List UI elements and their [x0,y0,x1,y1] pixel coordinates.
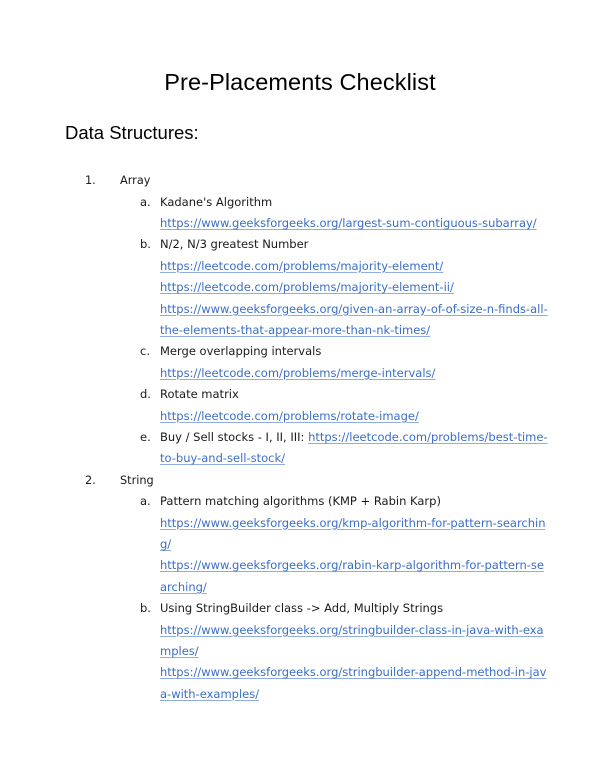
subitem-marker: e. [140,429,151,444]
subitem-text: Kadane's Algorithm [160,194,273,209]
resource-link[interactable]: https://leetcode.com/problems/majority-element/ [160,258,444,273]
resource-link[interactable]: https://www.geeksforgeeks.org/largest-sum-contiguous-subarray/ [160,215,537,230]
subitem-body [160,491,550,598]
subitem-body [160,427,550,470]
topic-label: Array [120,174,151,188]
resource-link[interactable]: https://www.geeksforgeeks.org/rabin-karp-algorithm-for-pattern-searching/ [160,558,544,594]
topic-label: String [120,473,154,487]
subitem-body [160,341,550,384]
subitem-text: Using StringBuilder class -> Add, Multiply Strings [160,601,444,616]
subitem-text: Buy / Sell stocks - I, II, III: [160,429,309,444]
subitem-marker: b. [140,237,151,252]
subitem-marker: c. [140,344,150,359]
section-heading-data-structures: Data Structures: [65,121,199,143]
outline-subitem [140,491,600,598]
subitem-body [160,384,550,427]
resource-link[interactable]: https://leetcode.com/problems/majority-element-ii/ [160,280,454,295]
subitem-body [160,598,550,705]
resource-link[interactable]: https://leetcode.com/problems/rotate-image/ [160,408,419,423]
subitem-marker: a. [140,194,151,209]
subitem-marker: d. [140,387,151,402]
outline-subitem [140,427,600,470]
outline-subitem [140,234,600,341]
outline-topic [0,470,600,705]
topic-marker: 2. [85,473,96,487]
outline-subitem [140,598,600,705]
subitem-text: N/2, N/3 greatest Number [160,237,309,252]
resource-link[interactable]: https://www.geeksforgeeks.org/stringbuilder-append-method-in-java-with-examples/ [160,665,547,701]
subitem-text: Merge overlapping intervals [160,344,322,359]
topic-marker: 1. [85,174,96,188]
subitem-text: Pattern matching algorithms (KMP + Rabin Karp) [160,494,441,509]
subitem-marker: a. [140,494,151,509]
resource-link[interactable]: https://leetcode.com/problems/best-time-to-buy-and-sell-stock/ [160,429,548,466]
outline-subitems [120,192,600,470]
resource-link[interactable]: https://www.geeksforgeeks.org/kmp-algorithm-for-pattern-searching/ [160,515,546,552]
resource-link[interactable]: https://leetcode.com/problems/merge-intervals/ [160,365,436,380]
subitem-body [160,234,550,341]
outline-subitem [140,384,600,427]
subitem-text: Rotate matrix [160,387,239,402]
subitem-marker: b. [140,601,151,616]
resource-link[interactable]: https://www.geeksforgeeks.org/given-an-array-of-of-size-n-finds-all-the-elements-that-appear-more-than-nk-times/ [160,301,548,337]
resource-link[interactable]: https://www.geeksforgeeks.org/stringbuilder-class-in-java-with-examples/ [160,622,544,659]
outline-subitem [140,192,600,235]
checklist-outline [0,143,600,705]
subitem-body [160,192,550,235]
outline-subitem [140,341,600,384]
outline-topic [0,170,600,470]
outline-subitems [120,491,600,705]
page-title: Pre-Placements Checklist [164,69,436,95]
